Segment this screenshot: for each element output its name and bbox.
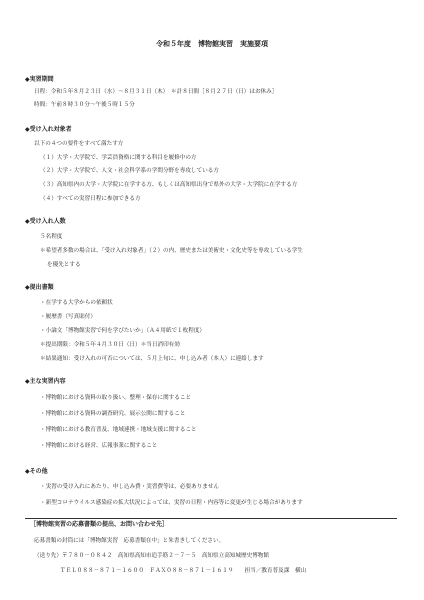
other-item: ・新型コロナウイルス感染症の拡大状況によっては、実習の日程・内容等に変更が生じる場合があります (40, 500, 303, 506)
eligibility-item: （３）高知県内の大学・大学院に在学する方、もしくは高知県出身で県外の大学・大学院に在学する方 (40, 182, 298, 188)
capacity-note: ＊希望者多数の場合は、「受け入れ対象者」（２）の内、歴史または美術史・文化史等を専攻している学生 (40, 248, 303, 254)
other-item: ・実習の受け入れにあたり、申し込み費・実習費等は、必要ありません (40, 484, 220, 490)
capacity-note-cont: を優先とする (47, 262, 81, 268)
section-heading-period: ◆実習期間 (25, 76, 54, 83)
content-item: ・博物館における教育普及、地域連携・地域支援に関すること (40, 427, 197, 433)
section-heading-eligibility: ◆受け入れ対象者 (25, 126, 72, 133)
contact-heading: ［博物館実習の応募書類の提出、お問い合わせ先］ (30, 521, 169, 528)
contact-top-rule (25, 518, 397, 519)
document-title: 令和５年度 博物館実習 実施要項 (156, 40, 268, 48)
eligibility-item: （４）すべての実習日程に参加できる方 (40, 196, 141, 202)
eligibility-item: （２）大学・大学院で、人文・社会科学系の学問分野を専攻している方 (40, 168, 219, 174)
section-heading-documents: ◆提出書類 (25, 284, 54, 291)
content-item: ・博物館における資料の取り扱い、整理・保存に関すること (40, 395, 192, 401)
documents-item: ・小論文「博物館実習で何を学びたいか」（Ａ４用紙で１枚程度） (40, 328, 206, 334)
contact-envelope-note: 応募書類の封筒には「博物館実習 応募書類在中」と朱書きしてください。 (34, 538, 225, 544)
period-schedule: 日程：令和５年８月２３日（水）～８月３１日（木） ＊計８日間［８月２７日（日）はお休み］ (34, 89, 278, 95)
documents-item: ・履歴書（写真貼付） (40, 314, 96, 320)
content-item: ・博物館における資料の調査研究、展示公開に関すること (40, 411, 186, 417)
documents-result: ＊結果通知：受け入れの可否については、５月上旬に、申し込み者（本人）に連絡します (40, 356, 264, 362)
documents-deadline: ＊提出期限：令和５年４月３０日（日）＊当日消印有効 (40, 342, 180, 348)
documents-item: ・在学する大学からの依頼状 (40, 300, 113, 306)
section-heading-content: ◆主な実習内容 (25, 378, 66, 385)
contact-address: （送り先）〒７８０－０８４２ 高知県高知市追手筋２－７－５ 高知県立高知城歴史博物館 (34, 553, 269, 559)
contact-phone-fax: ＴＥＬ０８８－８７１－１６００ ＦＡＸ０８８－８７１－１６１９ 担当／教育普及課 横山 (60, 568, 307, 574)
section-heading-capacity: ◆受け入れ人数 (25, 218, 66, 225)
eligibility-item: （１）大学・大学院で、学芸員資格に関する科目を履修中の方 (40, 155, 197, 161)
content-item: ・博物館における経営、広報事業に関すること (40, 443, 158, 449)
period-time: 時間：午前８時３０分～午後５時１５分 (34, 102, 135, 108)
section-heading-other: ◆その他 (25, 468, 48, 475)
eligibility-intro: 以下の４つの要件をすべて満たす方 (34, 141, 124, 147)
capacity-count: ５名程度 (40, 234, 63, 240)
